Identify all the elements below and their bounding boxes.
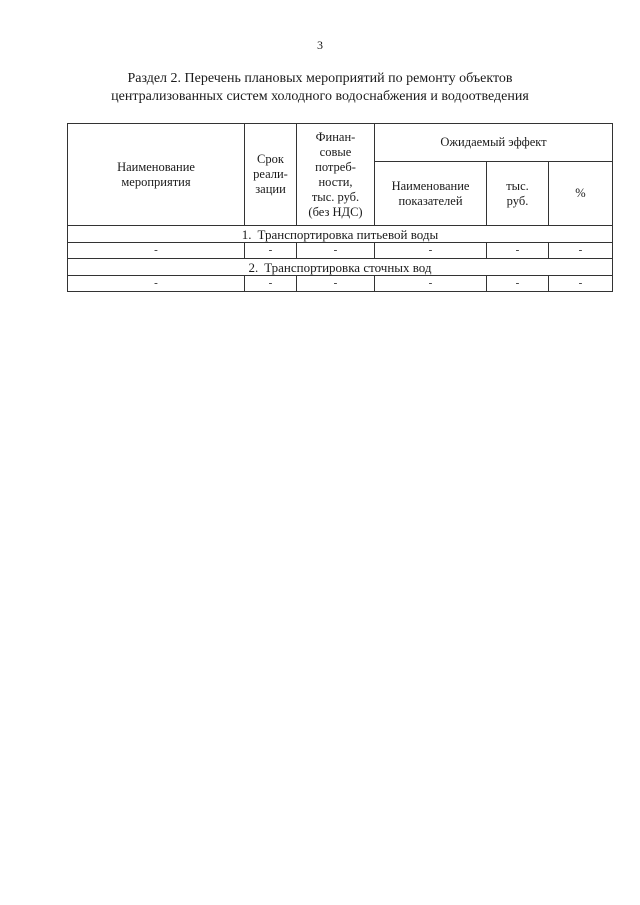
header-thousand-rub: тыс. руб. bbox=[487, 162, 549, 226]
cell-financial-needs: - bbox=[297, 243, 375, 259]
table-row bbox=[68, 276, 613, 292]
cell-thousand-rub: - bbox=[487, 276, 549, 292]
cell-financial-needs: - bbox=[297, 276, 375, 292]
section-title-row bbox=[68, 226, 613, 243]
section-heading bbox=[60, 70, 580, 106]
section-number: 1. bbox=[241, 226, 252, 242]
header-term: Срок реали- зации bbox=[245, 124, 297, 226]
table-row bbox=[68, 243, 613, 259]
measures-table bbox=[67, 123, 613, 292]
header-indicators: Наименование показателей bbox=[375, 162, 487, 226]
page-number: 3 bbox=[317, 38, 323, 52]
cell-measure-name: - bbox=[68, 243, 245, 259]
header-percent: % bbox=[549, 162, 613, 226]
cell-percent: - bbox=[549, 276, 613, 292]
cell-term: - bbox=[245, 276, 297, 292]
header-financial-needs: Финан- совые потреб- ности, тыс. руб. (без НДС) bbox=[297, 124, 375, 226]
cell-thousand-rub: - bbox=[487, 243, 549, 259]
heading-line-1: Раздел 2. Перечень плановых мероприятий по ремонту объектов bbox=[127, 71, 513, 86]
header-expected-effect: Ожидаемый эффект bbox=[375, 124, 613, 162]
cell-indicators: - bbox=[375, 243, 487, 259]
section-number: 2. bbox=[248, 259, 259, 275]
section-title-row bbox=[68, 259, 613, 276]
section-title: Транспортировка сточных вод bbox=[264, 259, 432, 275]
section-title: Транспортировка питьевой воды bbox=[257, 226, 439, 242]
header-measure-name: Наименование мероприятия bbox=[68, 124, 245, 226]
cell-percent: - bbox=[549, 243, 613, 259]
cell-indicators: - bbox=[375, 276, 487, 292]
cell-term: - bbox=[245, 243, 297, 259]
heading-line-2: централизованных систем холодного водоснабжения и водоотведения bbox=[111, 89, 529, 104]
cell-measure-name: - bbox=[68, 276, 245, 292]
